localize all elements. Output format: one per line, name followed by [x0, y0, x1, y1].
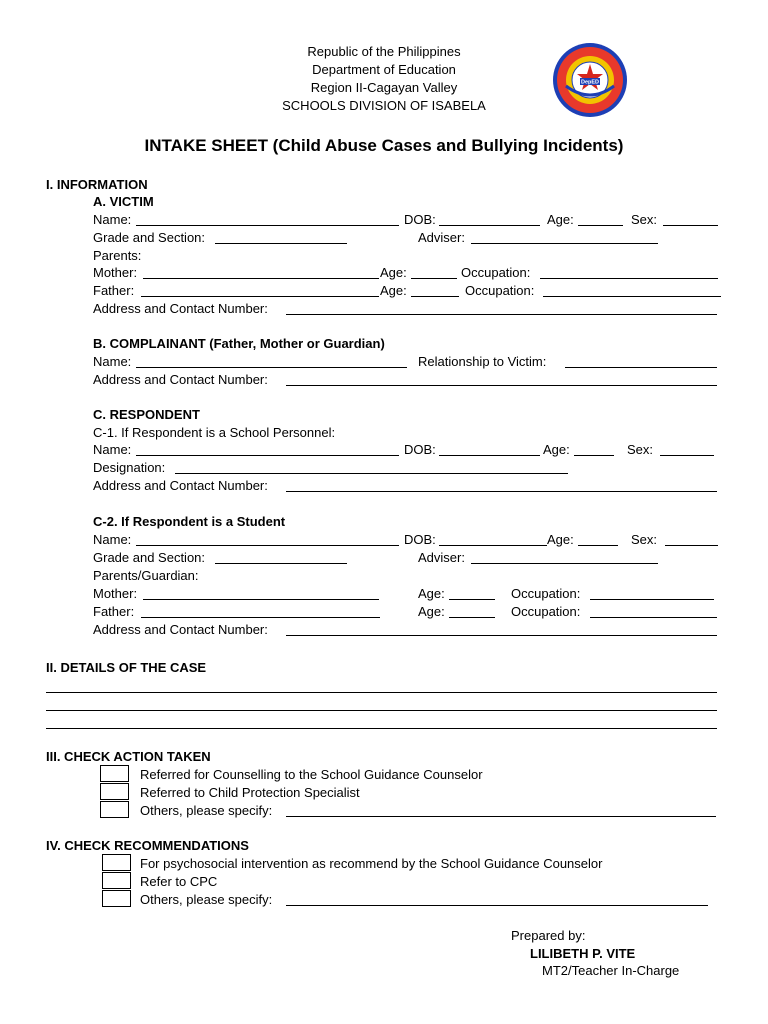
victim-adviser-field[interactable]	[471, 243, 658, 244]
victim-grade-label: Grade and Section:	[93, 230, 206, 245]
details-line-1[interactable]	[46, 692, 717, 693]
student-respondent-heading: C-2. If Respondent is a Student	[93, 514, 286, 529]
signatory-name: LILIBETH P. VITE	[530, 946, 636, 961]
action-checkbox-counselling[interactable]	[100, 765, 129, 782]
victim-mother-age-field[interactable]	[411, 278, 457, 279]
respondent-dob-field[interactable]	[439, 455, 540, 456]
victim-mother-field[interactable]	[143, 278, 379, 279]
victim-father-age-field[interactable]	[411, 296, 459, 297]
respondent-designation-field[interactable]	[175, 473, 568, 474]
recommend-checkbox-cpc[interactable]	[102, 872, 131, 889]
victim-dob-label: DOB:	[404, 212, 436, 227]
respondent-sex-field[interactable]	[660, 455, 714, 456]
victim-age-field[interactable]	[578, 225, 623, 226]
victim-father-field[interactable]	[141, 296, 379, 297]
header-division: SCHOOLS DIVISION OF ISABELA	[282, 98, 486, 113]
student-name-field[interactable]	[136, 545, 399, 546]
svg-text:DepED: DepED	[580, 79, 600, 86]
respondent-designation-label: Designation:	[93, 460, 166, 475]
victim-name-field[interactable]	[136, 225, 399, 226]
victim-heading: A. VICTIM	[93, 194, 154, 209]
prepared-by-label: Prepared by:	[511, 928, 586, 943]
student-adviser-label: Adviser:	[418, 550, 465, 565]
respondent-dob-label: DOB:	[404, 442, 436, 457]
victim-address-field[interactable]	[286, 314, 717, 315]
student-mother-age-label: Age:	[418, 586, 445, 601]
victim-mother-occupation-label: Occupation:	[461, 265, 531, 280]
respondent-heading: C. RESPONDENT	[93, 407, 200, 422]
victim-adviser-label: Adviser:	[418, 230, 465, 245]
action-item-others: Others, please specify:	[140, 803, 273, 818]
respondent-age-label: Age:	[543, 442, 570, 457]
recommend-others-field[interactable]	[286, 905, 708, 906]
respondent-name-field[interactable]	[136, 455, 399, 456]
action-checkbox-child-protection[interactable]	[100, 783, 129, 800]
student-sex-label: Sex:	[631, 532, 658, 547]
victim-sex-label: Sex:	[631, 212, 658, 227]
student-address-label: Address and Contact Number:	[93, 622, 268, 637]
recommend-item-cpc: Refer to CPC	[140, 874, 218, 889]
complainant-name-field[interactable]	[136, 367, 407, 368]
student-age-field[interactable]	[578, 545, 618, 546]
action-checkbox-others[interactable]	[100, 801, 129, 818]
section-details-heading: II. DETAILS OF THE CASE	[46, 660, 207, 675]
student-mother-occupation-field[interactable]	[590, 599, 714, 600]
student-parents-label: Parents/Guardian:	[93, 568, 199, 583]
respondent-personnel-label: C-1. If Respondent is a School Personnel:	[93, 425, 336, 440]
complainant-address-label: Address and Contact Number:	[93, 372, 268, 387]
respondent-name-label: Name:	[93, 442, 132, 457]
respondent-address-field[interactable]	[286, 491, 717, 492]
victim-father-label: Father:	[93, 283, 135, 298]
student-grade-field[interactable]	[215, 563, 347, 564]
victim-father-occupation-label: Occupation:	[465, 283, 535, 298]
student-father-occupation-field[interactable]	[590, 617, 717, 618]
school-seal-logo	[552, 42, 628, 118]
header-republic: Republic of the Philippines	[307, 44, 461, 59]
header-department: Department of Education	[312, 62, 456, 77]
victim-dob-field[interactable]	[439, 225, 540, 226]
student-adviser-field[interactable]	[471, 563, 658, 564]
section-recommendations-heading: IV. CHECK RECOMMENDATIONS	[46, 838, 249, 853]
victim-name-label: Name:	[93, 212, 132, 227]
student-mother-field[interactable]	[143, 599, 379, 600]
victim-father-age-label: Age:	[380, 283, 407, 298]
student-father-occupation-label: Occupation:	[511, 604, 581, 619]
recommend-item-others: Others, please specify:	[140, 892, 273, 907]
student-address-field[interactable]	[286, 635, 717, 636]
student-mother-label: Mother:	[93, 586, 138, 601]
victim-mother-occupation-field[interactable]	[540, 278, 718, 279]
recommend-checkbox-psychosocial[interactable]	[102, 854, 131, 871]
recommend-item-psychosocial: For psychosocial intervention as recommend by the School Guidance Counselor	[140, 856, 603, 871]
recommend-checkbox-others[interactable]	[102, 890, 131, 907]
section-information-heading: I. INFORMATION	[46, 177, 148, 192]
student-mother-occupation-label: Occupation:	[511, 586, 581, 601]
complainant-address-field[interactable]	[286, 385, 717, 386]
student-mother-age-field[interactable]	[449, 599, 495, 600]
victim-age-label: Age:	[547, 212, 574, 227]
victim-address-label: Address and Contact Number:	[93, 301, 268, 316]
student-father-age-label: Age:	[418, 604, 445, 619]
student-name-label: Name:	[93, 532, 132, 547]
signatory-position: MT2/Teacher In-Charge	[542, 963, 680, 978]
student-age-label: Age:	[547, 532, 574, 547]
complainant-relationship-label: Relationship to Victim:	[418, 354, 547, 369]
action-item-child-protection: Referred to Child Protection Specialist	[140, 785, 360, 800]
complainant-heading: B. COMPLAINANT (Father, Mother or Guardian)	[93, 336, 385, 351]
victim-father-occupation-field[interactable]	[543, 296, 721, 297]
section-action-heading: III. CHECK ACTION TAKEN	[46, 749, 211, 764]
victim-mother-age-label: Age:	[380, 265, 407, 280]
victim-sex-field[interactable]	[663, 225, 718, 226]
details-line-2[interactable]	[46, 710, 717, 711]
complainant-relationship-field[interactable]	[565, 367, 717, 368]
student-dob-label: DOB:	[404, 532, 436, 547]
victim-mother-label: Mother:	[93, 265, 138, 280]
respondent-address-label: Address and Contact Number:	[93, 478, 268, 493]
victim-parents-label: Parents:	[93, 248, 142, 263]
details-line-3[interactable]	[46, 728, 717, 729]
form-title: INTAKE SHEET (Child Abuse Cases and Bullying Incidents)	[144, 136, 624, 155]
action-item-counselling: Referred for Counselling to the School Guidance Counselor	[140, 767, 483, 782]
student-father-label: Father:	[93, 604, 135, 619]
student-father-age-field[interactable]	[449, 617, 495, 618]
respondent-sex-label: Sex:	[627, 442, 654, 457]
student-grade-label: Grade and Section:	[93, 550, 206, 565]
action-others-field[interactable]	[286, 816, 716, 817]
student-dob-field[interactable]	[439, 545, 547, 546]
student-sex-field[interactable]	[665, 545, 718, 546]
victim-grade-field[interactable]	[215, 243, 347, 244]
complainant-name-label: Name:	[93, 354, 132, 369]
respondent-age-field[interactable]	[574, 455, 614, 456]
header-region: Region II-Cagayan Valley	[310, 80, 458, 95]
student-father-field[interactable]	[141, 617, 380, 618]
